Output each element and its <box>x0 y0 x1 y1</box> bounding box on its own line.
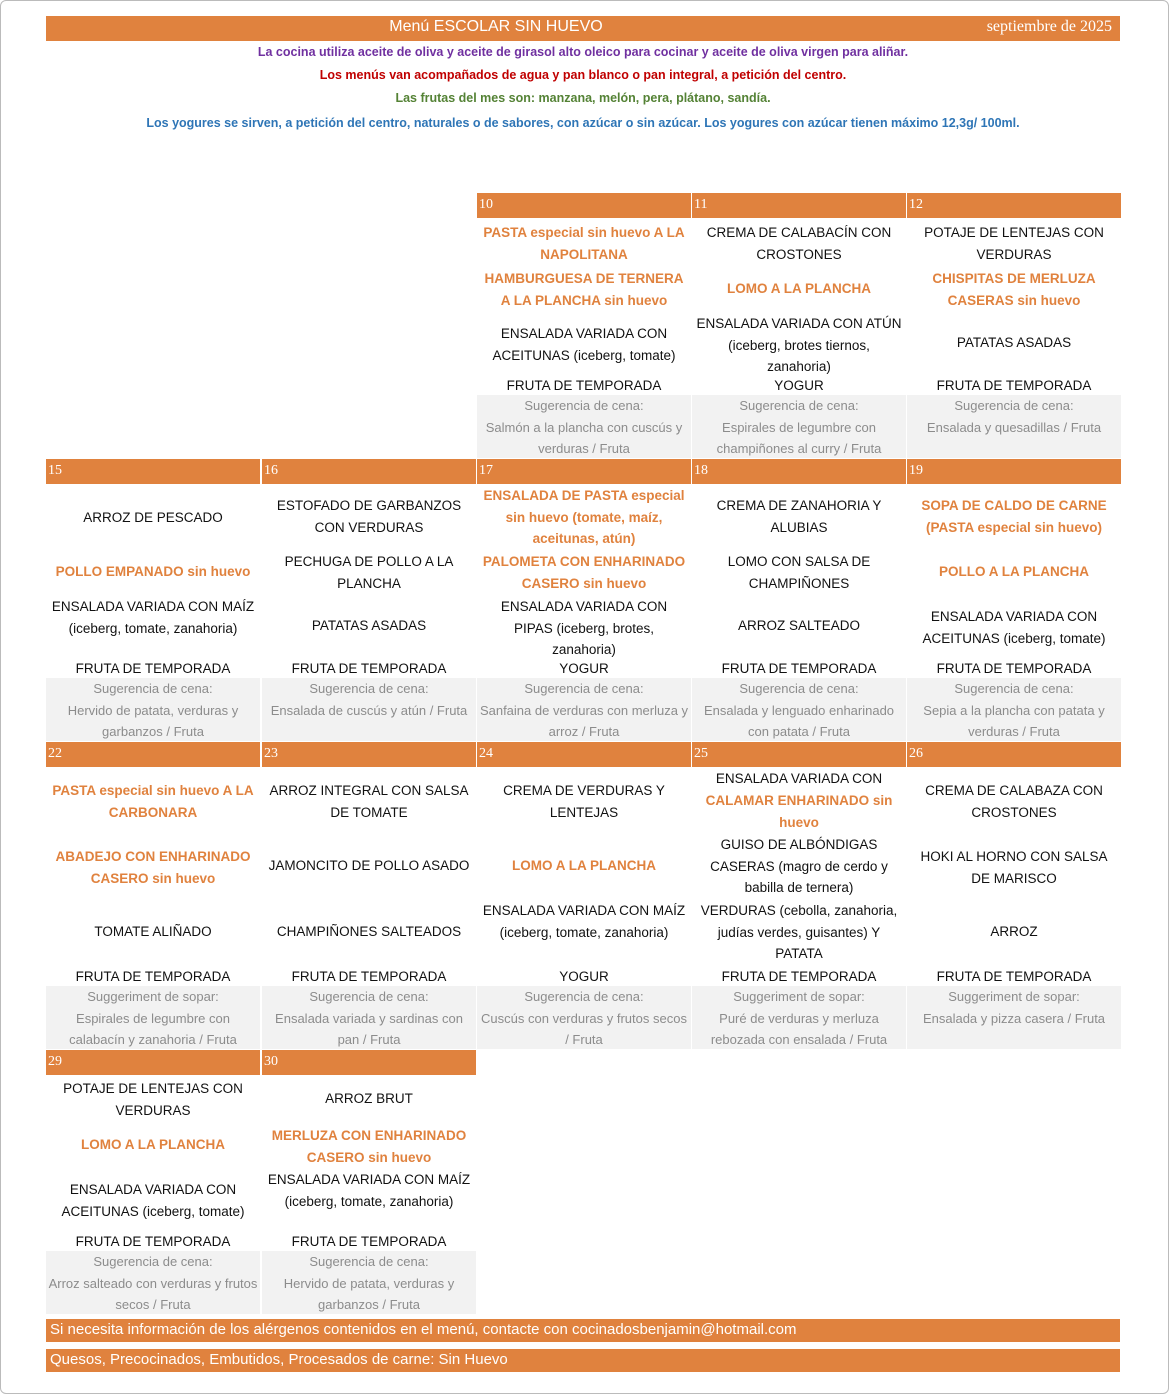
title-bar <box>46 16 1120 41</box>
day-number: 12 <box>907 193 1121 218</box>
suggestion-text: Cuscús con verduras y frutos secos / Fruta <box>481 1010 687 1047</box>
first-course: SOPA DE CALDO DE CARNE (PASTA especial sin huevo) <box>921 498 1107 535</box>
suggestion-text: Espirales de legumbre con champiñones al curry / Fruta <box>716 419 882 456</box>
day-cell-19 <box>907 459 1121 739</box>
day-cell-29 <box>46 1050 260 1312</box>
second-course: POLLO EMPANADO sin huevo <box>55 564 251 579</box>
dessert: FRUTA DE TEMPORADA <box>506 378 662 393</box>
first-course-highlight: CALAMAR ENHARINADO sin huevo <box>705 793 893 830</box>
dessert: FRUTA DE TEMPORADA <box>291 969 447 984</box>
suggestion-heading: Sugerencia de cena: <box>309 989 429 1004</box>
note-fruits: Las frutas del mes son: manzana, melón, pera, plátano, sandía. <box>395 91 771 105</box>
suggestion-heading: Sugerencia de cena: <box>93 1254 213 1269</box>
first-course: ENSALADA DE PASTA especial sin huevo (tomate, maíz, aceitunas, atún) <box>483 488 685 546</box>
suggestion-text: Arroz salteado con verduras y frutos secos / Fruta <box>48 1275 258 1312</box>
dinner-suggestion <box>46 1251 260 1314</box>
second-course: LOMO A LA PLANCHA <box>512 858 656 873</box>
side-dish: ENSALADA VARIADA CON ATÚN (iceberg, brotes tiernos, zanahoria) <box>696 316 902 374</box>
dinner-suggestion <box>46 678 260 741</box>
dinner-suggestion <box>262 1251 476 1314</box>
day-cell-25 <box>692 742 906 1047</box>
suggestion-text: Ensalada de cuscús y atún / Fruta <box>270 702 468 718</box>
suggestion-heading: Sugerencia de cena: <box>309 1254 429 1269</box>
first-course: ESTOFADO DE GARBANZOS CON VERDURAS <box>276 498 462 535</box>
dessert: FRUTA DE TEMPORADA <box>75 661 231 676</box>
day-cell-16 <box>262 459 476 718</box>
day-cell-30 <box>262 1050 476 1312</box>
side-dish: ENSALADA VARIADA CON PIPAS (iceberg, brotes, zanahoria) <box>500 599 668 657</box>
second-course: HAMBURGUESA DE TERNERA A LA PLANCHA sin huevo <box>484 271 684 308</box>
dessert: FRUTA DE TEMPORADA <box>936 378 1092 393</box>
dessert: YOGUR <box>559 969 609 984</box>
side-dish: PATATAS ASADAS <box>956 335 1072 350</box>
side-dish: PATATAS ASADAS <box>311 618 427 633</box>
first-course: POTAJE DE LENTEJAS CON VERDURAS <box>63 1081 243 1118</box>
dessert: FRUTA DE TEMPORADA <box>721 969 877 984</box>
dinner-suggestion <box>692 678 906 741</box>
side-dish: ENSALADA VARIADA CON ACEITUNAS (iceberg, tomate) <box>922 609 1106 646</box>
suggestion-text: Ensalada y pizza casera / Fruta <box>922 1010 1106 1026</box>
dessert: FRUTA DE TEMPORADA <box>75 1234 231 1249</box>
dinner-suggestion <box>477 986 691 1049</box>
day-number: 19 <box>907 459 1121 484</box>
day-cell-17 <box>477 459 691 739</box>
suggestion-text: Ensalada y quesadillas / Fruta <box>926 419 1102 435</box>
second-course: JAMONCITO DE POLLO ASADO <box>268 858 470 873</box>
day-cell-26 <box>907 742 1121 1026</box>
page-title: Menú ESCOLAR SIN HUEVO <box>389 18 603 35</box>
suggestion-heading: Suggeriment de sopar: <box>733 989 865 1004</box>
second-course: CHISPITAS DE MERLUZA CASERAS sin huevo <box>932 271 1096 308</box>
side-dish: ENSALADA VARIADA CON MAÍZ (iceberg, tomate, zanahoria) <box>51 599 255 636</box>
day-cell-11 <box>692 193 906 456</box>
suggestion-heading: Sugerencia de cena: <box>524 681 644 696</box>
day-number: 17 <box>477 459 691 484</box>
side-dish: CHAMPIÑONES SALTEADOS <box>276 924 462 939</box>
second-course: LOMO CON SALSA DE CHAMPIÑONES <box>727 554 871 591</box>
first-course: CREMA DE ZANAHORIA Y ALUBIAS <box>716 498 882 535</box>
dinner-suggestion <box>907 395 1121 458</box>
day-number: 24 <box>477 742 691 767</box>
note-yogurts: Los yogures se sirven, a petición del centro, naturales o de sabores, con azúcar o sin azúcar. Los yogures con azúcar tienen máximo 12,3g/ 100ml. <box>146 116 1020 130</box>
suggestion-heading: Sugerencia de cena: <box>309 681 429 696</box>
first-course: CREMA DE VERDURAS Y LENTEJAS <box>503 783 665 820</box>
suggestion-text: Salmón a la plancha con cuscús y verduras / Fruta <box>485 419 683 456</box>
dessert: FRUTA DE TEMPORADA <box>291 1234 447 1249</box>
side-dish: ARROZ SALTEADO <box>737 618 861 633</box>
suggestion-heading: Sugerencia de cena: <box>954 681 1074 696</box>
suggestion-heading: Sugerencia de cena: <box>954 398 1074 413</box>
first-course: PASTA especial sin huevo A LA CARBONARA <box>52 783 254 820</box>
suggestion-heading: Sugerencia de cena: <box>524 398 644 413</box>
day-number: 22 <box>46 742 260 767</box>
suggestion-heading: Sugerencia de cena: <box>739 398 859 413</box>
suggestion-text: Ensalada variada y sardinas con pan / Fruta <box>275 1010 463 1047</box>
suggestion-text: Sepia a la plancha con patata y verduras / Fruta <box>923 702 1105 739</box>
second-course: POLLO A LA PLANCHA <box>939 564 1089 579</box>
dinner-suggestion <box>262 986 476 1049</box>
dessert: FRUTA DE TEMPORADA <box>936 661 1092 676</box>
side-dish: ENSALADA VARIADA CON ACEITUNAS (iceberg, tomate) <box>61 1182 245 1219</box>
dinner-suggestion <box>907 678 1121 741</box>
dessert: FRUTA DE TEMPORADA <box>291 661 447 676</box>
dinner-suggestion <box>692 395 906 458</box>
suggestion-text: Ensalada y lenguado enharinado con patata / Fruta <box>703 702 895 739</box>
day-number: 29 <box>46 1050 260 1075</box>
first-course: ENSALADA VARIADA CON <box>715 771 883 786</box>
first-course: ARROZ DE PESCADO <box>83 510 223 525</box>
dessert: FRUTA DE TEMPORADA <box>936 969 1092 984</box>
second-course: HOKI AL HORNO CON SALSA DE MARISCO <box>920 849 1108 886</box>
first-course: PASTA especial sin huevo A LA NAPOLITANA <box>483 225 685 262</box>
day-number: 18 <box>692 459 906 484</box>
day-number: 23 <box>262 742 476 767</box>
day-cell-10 <box>477 193 691 456</box>
allergens-footer: Si necesita información de los alérgenos contenidos en el menú, contacte con cocinadosbenjamin@hotmail.com <box>46 1319 1120 1342</box>
day-cell-23 <box>262 742 476 1047</box>
day-number: 15 <box>46 459 260 484</box>
note-oil: La cocina utiliza aceite de oliva y aceite de girasol alto oleico para cocinar y aceite de oliva virgen para aliñar. <box>257 45 909 59</box>
first-course: CREMA DE CALABAZA CON CROSTONES <box>925 783 1103 820</box>
suggestion-heading: Sugerencia de cena: <box>739 681 859 696</box>
dessert: YOGUR <box>774 378 824 393</box>
dinner-suggestion <box>262 678 476 741</box>
suggestion-heading: Suggeriment de sopar: <box>87 989 219 1004</box>
suggestion-heading: Sugerencia de cena: <box>524 989 644 1004</box>
second-course: ABADEJO CON ENHARINADO CASERO sin huevo <box>55 849 251 886</box>
day-cell-15 <box>46 459 260 739</box>
second-course: LOMO A LA PLANCHA <box>727 281 871 296</box>
side-dish: ENSALADA VARIADA CON MAÍZ (iceberg, tomate, zanahoria) <box>482 903 686 940</box>
suggestion-text: Espirales de legumbre con calabacín y zanahoria / Fruta <box>69 1010 237 1047</box>
side-dish: ENSALADA VARIADA CON ACEITUNAS (iceberg, tomate) <box>492 326 676 363</box>
suggestion-text: Hervido de patata, verduras y garbanzos / Fruta <box>283 1275 455 1312</box>
suggestion-heading: Suggeriment de sopar: <box>948 989 1080 1004</box>
first-course: ARROZ BRUT <box>325 1091 413 1106</box>
day-number: 10 <box>477 193 691 218</box>
dinner-suggestion <box>692 986 906 1049</box>
dinner-suggestion <box>907 986 1121 1049</box>
day-number: 16 <box>262 459 476 484</box>
side-dish: TOMATE ALIÑADO <box>94 924 212 939</box>
second-course: PALOMETA CON ENHARINADO CASERO sin huevo <box>482 554 686 591</box>
note-bread: Los menús van acompañados de agua y pan blanco o pan integral, a petición del centro. <box>319 68 847 82</box>
month-label: septiembre de 2025 <box>986 18 1112 35</box>
day-cell-18 <box>692 459 906 739</box>
day-cell-24 <box>477 742 691 1047</box>
first-course: CREMA DE CALABACÍN CON CROSTONES <box>706 225 892 262</box>
day-number: 30 <box>262 1050 476 1075</box>
day-number: 26 <box>907 742 1121 767</box>
first-course: POTAJE DE LENTEJAS CON VERDURAS <box>924 225 1104 262</box>
dessert: FRUTA DE TEMPORADA <box>75 969 231 984</box>
day-number: 25 <box>692 742 906 767</box>
dinner-suggestion <box>477 678 691 741</box>
dinner-suggestion <box>46 986 260 1049</box>
dessert: YOGUR <box>559 661 609 676</box>
second-course: LOMO A LA PLANCHA <box>81 1137 225 1152</box>
side-dish: VERDURAS (cebolla, zanahoria, judías verdes, guisantes) Y PATATA <box>700 903 898 961</box>
suggestion-text: Hervido de patata, verduras y garbanzos / Fruta <box>67 702 239 739</box>
second-course: MERLUZA CON ENHARINADO CASERO sin huevo <box>271 1128 467 1165</box>
dinner-suggestion <box>477 395 691 458</box>
day-cell-12 <box>907 193 1121 435</box>
day-number: 11 <box>692 193 906 218</box>
side-dish: ARROZ <box>990 924 1038 939</box>
second-course: GUISO DE ALBÓNDIGAS CASERAS (magro de cerdo y babilla de ternera) <box>710 837 888 895</box>
second-course: PECHUGA DE POLLO A LA PLANCHA <box>284 554 454 591</box>
first-course: ARROZ INTEGRAL CON SALSA DE TOMATE <box>269 783 469 820</box>
dessert: FRUTA DE TEMPORADA <box>721 661 877 676</box>
day-cell-22 <box>46 742 260 1047</box>
side-dish: ENSALADA VARIADA CON MAÍZ (iceberg, tomate, zanahoria) <box>267 1172 471 1209</box>
suggestion-heading: Sugerencia de cena: <box>93 681 213 696</box>
suggestion-text: Sanfaina de verduras con merluza y arroz / Fruta <box>479 702 689 739</box>
products-footer: Quesos, Precocinados, Embutidos, Procesados de carne: Sin Huevo <box>46 1349 1120 1372</box>
suggestion-text: Puré de verduras y merluza rebozada con ensalada / Fruta <box>710 1010 888 1047</box>
